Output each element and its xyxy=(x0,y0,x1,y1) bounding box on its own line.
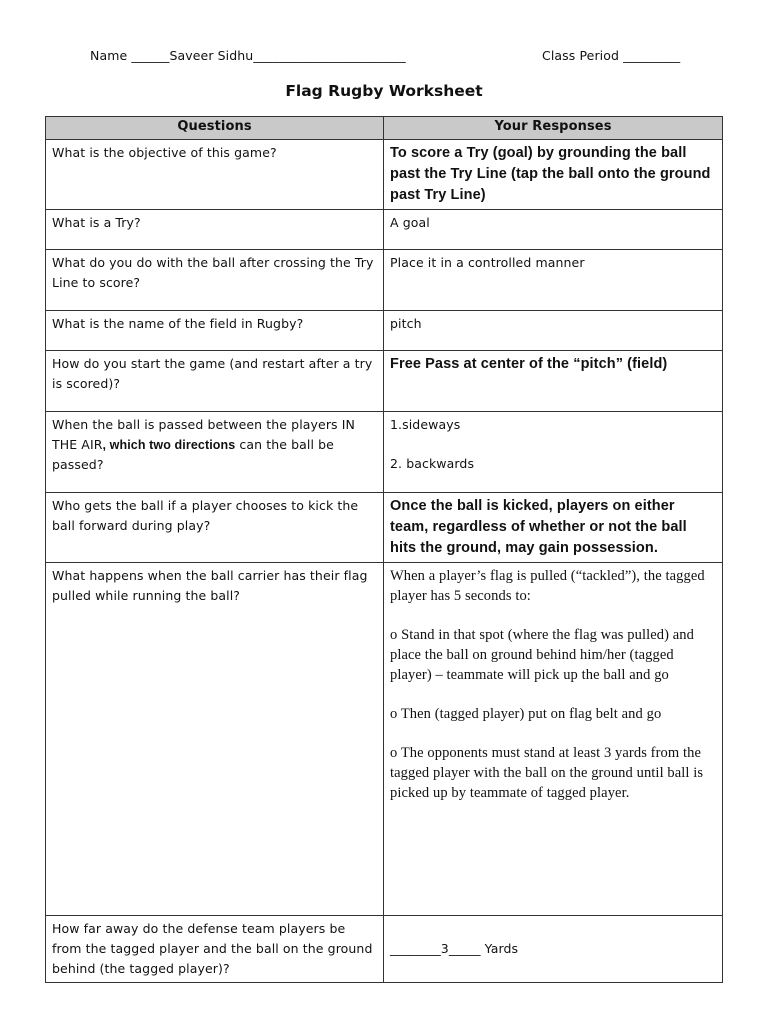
response-line: 1.sideways xyxy=(390,417,461,432)
table-row xyxy=(46,351,723,412)
column-header-responses: Your Responses xyxy=(384,117,723,140)
table-row xyxy=(46,210,723,250)
table-header-row xyxy=(46,117,723,140)
response-cell: A goal xyxy=(384,210,723,250)
response-cell xyxy=(384,916,723,983)
yards-answer: ________3_____ Yards xyxy=(390,941,519,956)
table-row xyxy=(46,311,723,351)
column-header-questions: Questions xyxy=(46,117,384,140)
response-cell: pitch xyxy=(384,311,723,351)
question-cell: What is the objective of this game? xyxy=(46,140,384,210)
response-paragraph: When a player’s flag is pulled (“tackled”), the tagged player has 5 seconds to: xyxy=(390,568,705,604)
header xyxy=(0,48,768,68)
question-cell: How far away do the defense team players be from the tagged player and the ball on the ground behind (the tagged player)? xyxy=(46,916,384,983)
question-cell: What is a Try? xyxy=(46,210,384,250)
question-emphasis: , which two directions xyxy=(102,438,236,452)
question-text: can the ball be passed? xyxy=(52,437,334,472)
question-cell: What do you do with the ball after crossing the Try Line to score? xyxy=(46,250,384,311)
table-row xyxy=(46,563,723,916)
question-cell: What is the name of the field in Rugby? xyxy=(46,311,384,351)
response-paragraph: o Stand in that spot (where the flag was pulled) and place the ball on ground behind him/her (tagged player) – teammate will pick up the ball and go xyxy=(390,627,694,683)
response-line: 2. backwards xyxy=(390,456,475,471)
question-cell: Who gets the ball if a player chooses to kick the ball forward during play? xyxy=(46,493,384,563)
worksheet-table xyxy=(45,116,723,983)
question-cell: What happens when the ball carrier has their flag pulled while running the ball? xyxy=(46,563,384,916)
response-cell xyxy=(384,412,723,493)
class-period-field: Class Period _________ xyxy=(542,48,681,63)
name-field: Name ______Saveer Sidhu________________________ xyxy=(90,48,406,63)
question-cell: How do you start the game (and restart after a try is scored)? xyxy=(46,351,384,412)
response-cell xyxy=(384,563,723,916)
table-row xyxy=(46,140,723,210)
response-cell: Once the ball is kicked, players on either team, regardless of whether or not the ball hits the ground, may gain possession. xyxy=(384,493,723,563)
response-cell: Place it in a controlled manner xyxy=(384,250,723,311)
response-paragraph: o The opponents must stand at least 3 yards from the tagged player with the ball on the ground until ball is picked up by teammate of tagged player. xyxy=(390,745,704,801)
response-cell: To score a Try (goal) by grounding the ball past the Try Line (tap the ball onto the ground past Try Line) xyxy=(384,140,723,210)
question-cell xyxy=(46,412,384,493)
table-row xyxy=(46,250,723,311)
response-paragraph: o Then (tagged player) put on flag belt and go xyxy=(390,706,662,722)
table-row xyxy=(46,916,723,983)
response-cell: Free Pass at center of the “pitch” (field) xyxy=(384,351,723,412)
question-text: When the ball is passed between the players IN THE AIR xyxy=(52,417,355,452)
table-row xyxy=(46,493,723,563)
table-row xyxy=(46,412,723,493)
page-title: Flag Rugby Worksheet xyxy=(285,82,483,100)
